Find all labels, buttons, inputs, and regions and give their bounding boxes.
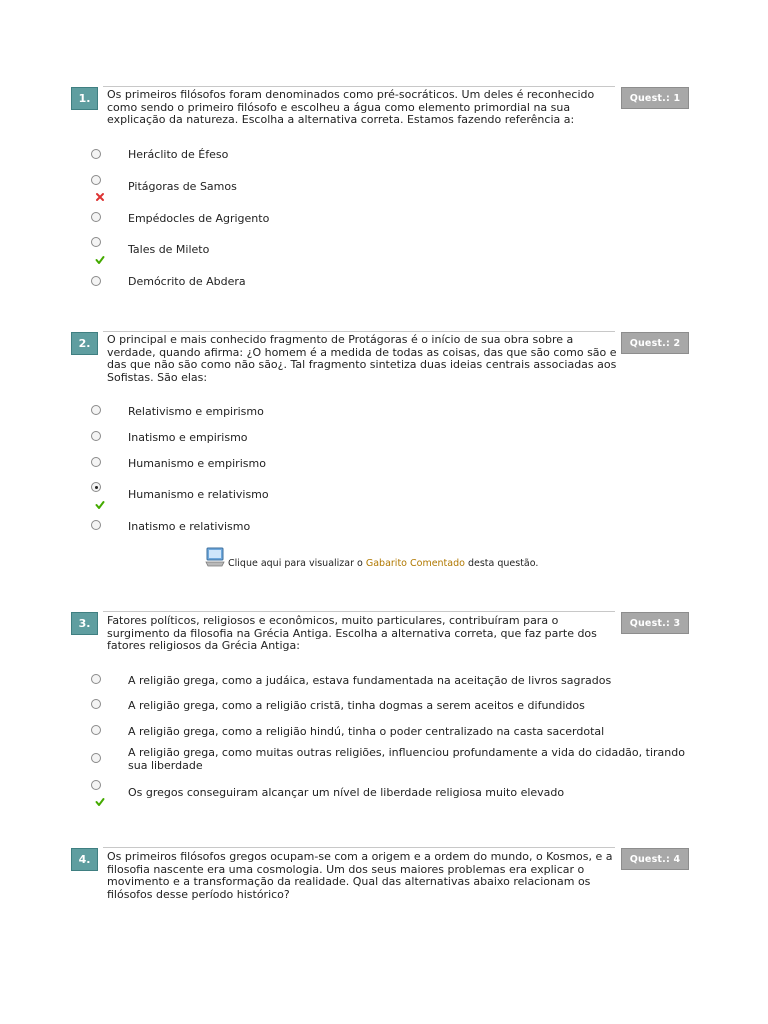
question-number: 4. [71, 848, 98, 871]
option-label: Tales de Mileto [128, 243, 210, 256]
radio-button[interactable] [91, 237, 101, 247]
radio-button[interactable] [91, 753, 101, 763]
radio-button[interactable] [91, 780, 101, 790]
check-icon [95, 500, 105, 510]
option-label: A religião grega, como muitas outras religiões, influenciou profundamente a vida do cidadão, tirando sua liberdade [128, 746, 685, 772]
option-label: Inatismo e relativismo [128, 520, 251, 533]
radio-button[interactable] [91, 431, 101, 441]
question-divider [103, 331, 615, 332]
option-label: Humanismo e empirismo [128, 457, 266, 470]
question-text: O principal e mais conhecido fragmento de Protágoras é o início de sua obra sobre a verdade, quando afirma: ¿O homem é a medida de todas as coisas, das que são como são e das que não são como não são¿. Tal fragmento sintetiza duas ideias centrais associadas aos Sofistas. São elas: [107, 333, 617, 384]
question-text: Os primeiros filósofos gregos ocupam-se com a origem e a ordem do mundo, o Kosmos, e a filosofia nascente era uma cosmologia. Um dos seus maiores problemas era explicar o movimento e a transformação da realidade. Qual das alternativas abaixo relacionam os filósofos desse período histórico? [107, 850, 613, 901]
option-label: Pitágoras de Samos [128, 180, 237, 193]
computer-icon [204, 546, 226, 568]
question-divider [103, 847, 615, 848]
option-label: Humanismo e relativismo [128, 488, 269, 501]
gabarito-prefix: Clique aqui para visualizar o [228, 558, 366, 569]
question-number: 3. [71, 612, 98, 635]
option-label: A religião grega, como a religião hindú, tinha o poder centralizado na casta sacerdotal [128, 725, 605, 738]
gabarito-suffix: desta questão. [464, 558, 539, 569]
option-label: Demócrito de Abdera [128, 275, 246, 288]
radio-button[interactable] [91, 212, 101, 222]
wrong-icon [95, 192, 105, 202]
check-icon [95, 797, 105, 807]
question-tag: Quest.: 2 [621, 332, 689, 354]
question-tag: Quest.: 1 [621, 87, 689, 109]
option-label: Inatismo e empirismo [128, 431, 248, 444]
option-label: Empédocles de Agrigento [128, 212, 270, 225]
option-label: Os gregos conseguiram alcançar um nível de liberdade religiosa muito elevado [128, 786, 565, 799]
gabarito-text [228, 558, 538, 569]
question-tag: Quest.: 4 [621, 848, 689, 870]
question-text: Os primeiros filósofos foram denominados como pré-socráticos. Um deles é reconhecido como sendo o primeiro filósofo e escolheu a água como elemento primordial na sua explicação da natureza. Escolha a alternativa correta. Estamos fazendo referência a: [107, 88, 595, 126]
radio-button[interactable] [91, 149, 101, 159]
radio-button[interactable] [91, 699, 101, 709]
option-label: Heráclito de Éfeso [128, 148, 229, 161]
radio-button-selected[interactable] [91, 482, 101, 492]
question-text: Fatores políticos, religiosos e econômicos, muito particulares, contribuíram para o surgimento da filosofia na Grécia Antiga. Escolha a alternativa correta, que faz parte dos fatores religiosos da Grécia Antiga: [107, 614, 597, 652]
radio-button[interactable] [91, 674, 101, 684]
radio-button[interactable] [91, 457, 101, 467]
option-label: Relativismo e empirismo [128, 405, 264, 418]
radio-button[interactable] [91, 405, 101, 415]
option-label: A religião grega, como a judáica, estava fundamentada na aceitação de livros sagrados [128, 674, 612, 687]
radio-button[interactable] [91, 725, 101, 735]
option-label: A religião grega, como a religião cristã, tinha dogmas a serem aceitos e difundidos [128, 699, 585, 712]
radio-button[interactable] [91, 520, 101, 530]
question-tag: Quest.: 3 [621, 612, 689, 634]
gabarito-comentado-link[interactable] [204, 546, 624, 570]
gabarito-link-label[interactable]: Gabarito Comentado [365, 558, 465, 569]
question-number: 2. [71, 332, 98, 355]
question-divider [103, 611, 615, 612]
radio-button[interactable] [91, 276, 101, 286]
check-icon [95, 255, 105, 265]
radio-button[interactable] [91, 175, 101, 185]
question-divider [103, 86, 615, 87]
question-number: 1. [71, 87, 98, 110]
